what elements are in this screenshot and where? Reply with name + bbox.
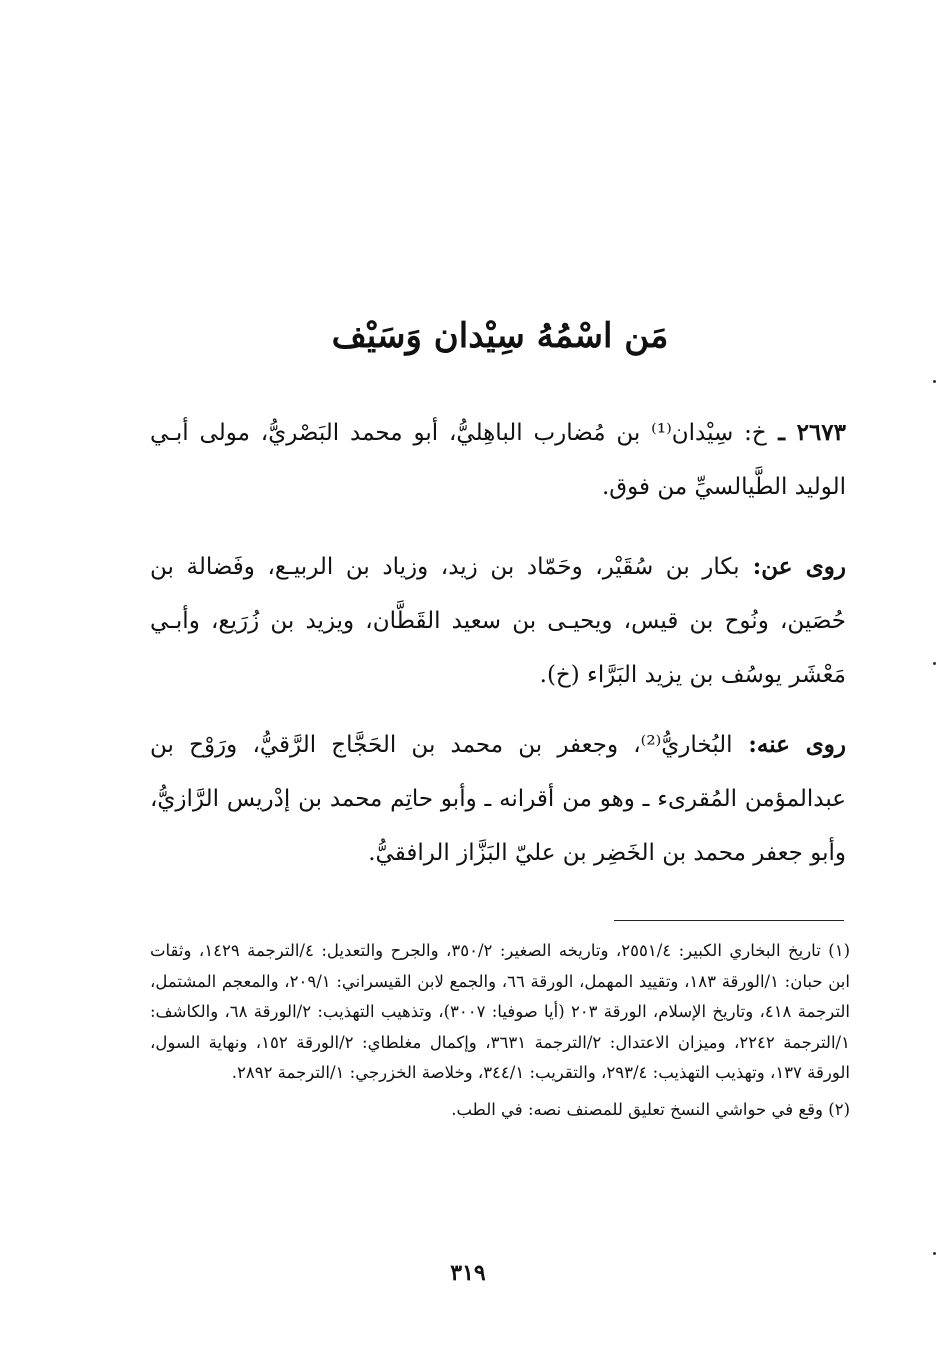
footnote-2-number: (٢): [828, 1099, 850, 1119]
chapter-title: مَن اسْمُهُ سِيْدان وَسَيْف: [331, 316, 669, 356]
footnotes: [150, 936, 850, 1131]
entry-text: خ: سِيْدان⁽¹⁾ بن مُضارب الباهِليُّ، أبو محمد البَصْريُّ، مولى أبـي الوليد الطَّيالسيِّ من فوق.: [150, 420, 846, 500]
footnote-2-text: وقع في حواشي النسخ تعليق للمصنف نصه: في الطب.: [451, 1099, 823, 1119]
entry-paragraph: [150, 406, 846, 514]
narrated-by-label: روى عنه:: [732, 731, 846, 758]
narrated-from-label: روى عن:: [739, 553, 846, 580]
narrated-by-paragraph: [150, 718, 846, 880]
narrated-by-text: البُخاريُّ⁽²⁾، وجعفر بن محمد بن الحَجَّاج الرَّقيُّ، ورَوْح بن عبدالمؤمن المُقرىء ـ وهو من أقرانه ـ وأبو حاتِم محمد بن إدْريس الرَّازيُّ، وأبو جعفر محمد بن الخَضِر بن عليّ البَزَّاز الرافقيُّ.: [150, 732, 846, 866]
footnote-1-number: (١): [828, 941, 851, 960]
scan-edge-mark: [933, 662, 936, 665]
footnote-1: [150, 936, 850, 1089]
footnote-separator: [614, 920, 844, 921]
scan-edge-mark: [933, 1252, 936, 1255]
entry-number: ٢٦٧٣: [796, 419, 847, 446]
footnote-1-text: تاريخ البخاري الكبير: ٢٥٥١/٤، وتاريخه الصغير: ٣٥٠/٢، والجرح والتعديل: ٤/الترجمة ١٤٢٩، وثقات ابن حبان: ١/الورقة ١٨٣، وتقييد المهمل، الورقة ٦٦، والجمع لابن القيسراني: ٢٠٩/١، والمعجم المشتمل، الترجمة ٤١٨، وتاريخ الإسلام، الورقة ٢٠٣ (أيا صوفيا: ٣٠٠٧)، وتذهيب التهذيب: ٢/الورقة ٦٨، والكاشف: ١/الترجمة ٢٢٤٢، وميزان الاعتدال: ٢/الترجمة ٣٦٣١، وإكمال مغلطاي: ٢/الورقة ١٥٢، ونهاية السول، الورقة ١٣٧، وتهذيب التهذيب: ٢٩٣/٤، والتقريب: ٣٤٤/١، وخلاصة الخزرجي: ١/الترجمة ٢٨٩٢.: [150, 941, 850, 1082]
narrated-from-text: بكار بن سُقَيْر، وحَمّاد بن زيد، وزياد بن الربيـع، وفَضالة بن حُصَين، ونُوح بن قيس، ويحيـى بن سعيد القَطَّان، ويزيد بن زُرَيع، وأبـي مَعْشَر يوسُف بن يزيد البَرَّاء (خ).: [150, 554, 846, 688]
scan-edge-mark: [933, 380, 936, 383]
entry-dash: ـ: [766, 419, 797, 446]
page-number: ٣١٩: [450, 1260, 486, 1286]
footnote-2: [150, 1095, 850, 1126]
narrated-from-paragraph: [150, 540, 846, 702]
